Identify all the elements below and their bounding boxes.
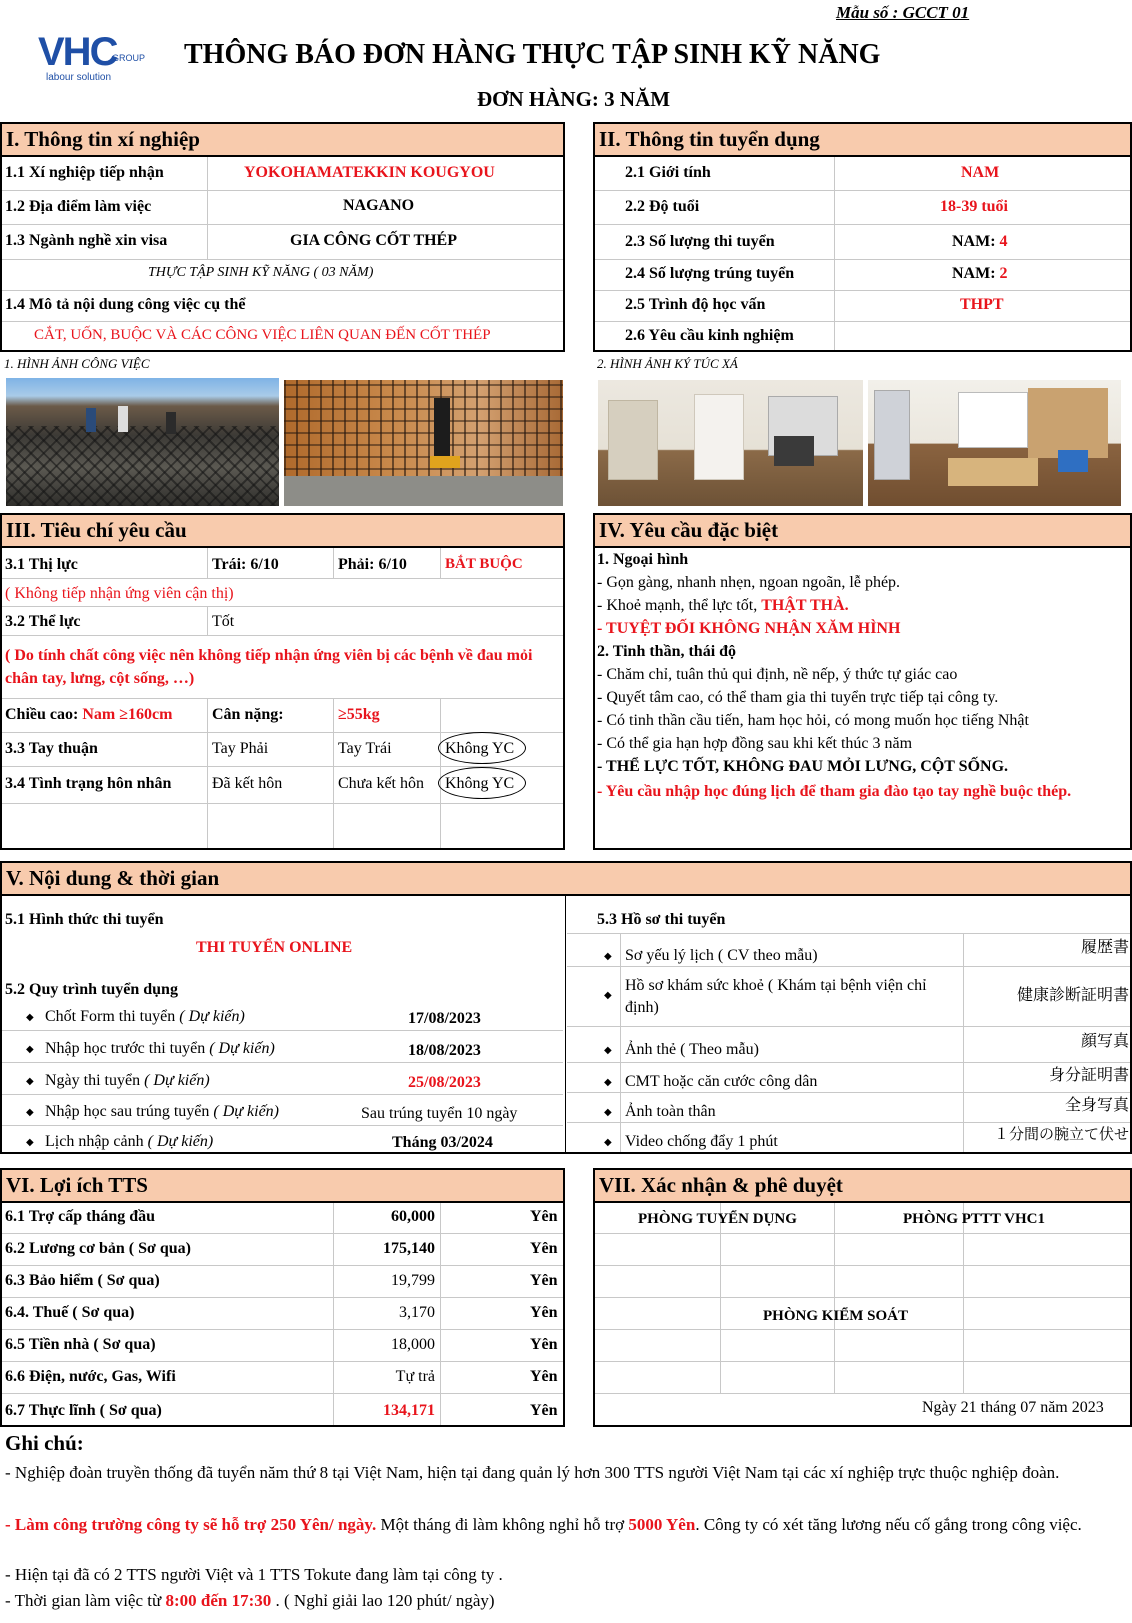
pass-count-label: 2.4 Số lượng trúng tuyển (625, 265, 795, 282)
form-number: Mẫu số : GCCT 01 (836, 3, 970, 22)
vision-right: Phải: 6/10 (338, 556, 407, 573)
marital-selected-circle (438, 767, 526, 799)
height-label: Chiều cao: Nam ≥160cm (5, 706, 173, 723)
note-1: - Nghiệp đoàn truyền thống đã tuyển năm thứ 8 tại Việt Nam, hiện tại đang quản lý hơn 300 TTS người Việt Nam tại các xí nghiệp trực thuộc nghiệp đoàn. (5, 1463, 1060, 1482)
physical-value: Tốt (212, 613, 235, 630)
process-label: 5.2 Quy trình tuyển dụng (5, 981, 178, 998)
visa-field-value: GIA CÔNG CỐT THÉP (290, 232, 457, 249)
section-1-box (0, 155, 565, 352)
exam-count-label: 2.3 Số lượng thi tuyển (625, 233, 775, 250)
note-3: - Hiện tại đã có 2 TTS người Việt và 1 TTS Tokute đang làm tại công ty . (5, 1565, 503, 1584)
section-2-header: II. Thông tin tuyển dụng (593, 122, 1132, 157)
workplace-value: NAGANO (343, 197, 415, 214)
enterprise-value: YOKOHAMATEKKIN KOUGYOU (244, 164, 495, 181)
documents-label: 5.3 Hồ sơ thi tuyển (597, 911, 726, 928)
dorm-photo-2 (868, 380, 1121, 506)
physical-note: ( Do tính chất công việc nên không tiếp nhận ứng viên bị các bệnh về đau mỏi chân tay, lưng, cột sống, …) (5, 647, 533, 688)
section-4-header: IV. Yêu cầu đặc biệt (593, 513, 1132, 548)
req-line-9: - Yêu cầu nhập học đúng lịch để tham gia đào tạo tay nghề buộc thép. (597, 783, 1072, 800)
approval-control: PHÒNG KIỂM SOÁT (763, 1308, 909, 1324)
req-line-8: - THỂ LỰC TỐT, KHÔNG ĐAU MỎI LƯNG, CỘT SỐNG. (597, 758, 1009, 775)
hand-selected-circle (438, 732, 526, 764)
experience-label: 2.6 Yêu cầu kinh nghiệm (625, 327, 794, 344)
section-3-header: III. Tiêu chí yêu cầu (0, 513, 565, 548)
req-line-6: - Có tinh thần cầu tiến, ham học hỏi, có mong muốn học tiếng Nhật (597, 712, 1029, 729)
pass-count-value: NAM: 2 (952, 265, 1008, 282)
work-photo-1 (6, 378, 279, 506)
exam-form-value: THI TUYỂN ONLINE (196, 939, 353, 956)
company-logo: VHC GROUP labour solution (38, 30, 146, 83)
hand-option-none: Không YC (445, 740, 515, 757)
req-line-2: - Khoẻ mạnh, thể lực tốt, THẬT THÀ. (597, 597, 849, 614)
section-1-header: I. Thông tin xí nghiệp (0, 122, 565, 157)
vision-required: BẮT BUỘC (445, 556, 523, 572)
age-label: 2.2 Độ tuổi (625, 198, 700, 215)
page-subtitle: ĐƠN HÀNG: 3 NĂM (477, 87, 671, 111)
notes-title: Ghi chú: (5, 1431, 84, 1455)
work-photo-2 (284, 380, 563, 506)
weight-value: ≥55kg (338, 706, 380, 723)
exam-count-value: NAM: 4 (952, 233, 1008, 250)
note-4: - Thời gian làm việc từ 8:00 đến 17:30 . ( Nghỉ giải lao 120 phút/ ngày) (5, 1591, 495, 1610)
vision-note: ( Không tiếp nhận ứng viên cận thị) (5, 585, 234, 602)
section-6-header: VI. Lợi ích TTS (0, 1168, 565, 1203)
marital-option-none: Không YC (445, 775, 515, 792)
age-value: 18-39 tuổi (940, 198, 1008, 215)
req-line-7: - Có thể gia hạn hợp đồng sau khi kết thúc 3 năm (597, 735, 913, 752)
req-line-4: - Chăm chỉ, tuân thủ qui định, nề nếp, ý thức tự giác cao (597, 666, 958, 683)
work-photo-label: 1. HÌNH ẢNH CÔNG VIỆC (4, 356, 150, 371)
vision-label: 3.1 Thị lực (5, 556, 78, 573)
hand-label: 3.3 Tay thuận (5, 740, 98, 757)
weight-label: Cân nặng: (212, 706, 284, 723)
appearance-heading: 1. Ngoại hình (597, 551, 689, 568)
visa-field-label: 1.3 Ngành nghề xin visa (5, 232, 168, 249)
exam-form-label: 5.1 Hình thức thi tuyển (5, 911, 164, 928)
dorm-photo-1 (598, 380, 863, 506)
vision-left: Trái: 6/10 (212, 556, 279, 573)
gender-value: NAM (961, 164, 1000, 181)
req-line-1: - Gọn gàng, nhanh nhẹn, ngoan ngoãn, lễ phép. (597, 574, 901, 591)
approval-recruitment: PHÒNG TUYỂN DỤNG (638, 1211, 797, 1227)
workplace-label: 1.2 Địa điểm làm việc (5, 198, 152, 215)
section-2-box (593, 155, 1132, 352)
physical-label: 3.2 Thể lực (5, 613, 81, 630)
note-2: - Làm công trường công ty sẽ hỗ trợ 250 Yên/ ngày. Một tháng đi làm không nghỉ hỗ trợ 5000 Yên. Công ty có xét tăng lương nếu cố gắng trong công việc. (5, 1515, 1082, 1534)
education-label: 2.5 Trình độ học vấn (625, 296, 766, 313)
education-value: THPT (960, 296, 1004, 313)
hand-option-left: Tay Trái (338, 740, 392, 757)
visa-note: THỰC TẬP SINH KỸ NĂNG ( 03 NĂM) (148, 265, 374, 280)
marital-option-single: Chưa kết hôn (338, 775, 424, 792)
approval-date: Ngày 21 tháng 07 năm 2023 (922, 1399, 1104, 1416)
approval-market-dev: PHÒNG PTTT VHC1 (903, 1211, 1045, 1227)
hand-option-right: Tay Phải (212, 740, 269, 757)
page-title: THÔNG BÁO ĐƠN HÀNG THỰC TẬP SINH KỸ NĂNG (184, 39, 881, 70)
marital-option-married: Đã kết hôn (212, 775, 283, 792)
attitude-heading: 2. Tinh thần, thái độ (597, 643, 737, 660)
req-line-3: - TUYỆT ĐỐI KHÔNG NHẬN XĂM HÌNH (597, 620, 901, 637)
enterprise-label: 1.1 Xí nghiệp tiếp nhận (5, 164, 164, 181)
req-line-5: - Quyết tâm cao, có thể tham gia thi tuyển trực tiếp tại công ty. (597, 689, 999, 706)
job-desc-value: CẮT, UỐN, BUỘC VÀ CÁC CÔNG VIỆC LIÊN QUAN ĐẾN CỐT THÉP (34, 327, 491, 343)
gender-label: 2.1 Giới tính (625, 164, 711, 181)
job-desc-label: 1.4 Mô tả nội dung công việc cụ thể (5, 296, 246, 313)
section-5-header: V. Nội dung & thời gian (0, 861, 1132, 896)
section-7-header: VII. Xác nhận & phê duyệt (593, 1168, 1132, 1203)
dorm-photo-label: 2. HÌNH ẢNH KÝ TÚC XÁ (597, 356, 738, 371)
marital-label: 3.4 Tình trạng hôn nhân (5, 775, 172, 792)
